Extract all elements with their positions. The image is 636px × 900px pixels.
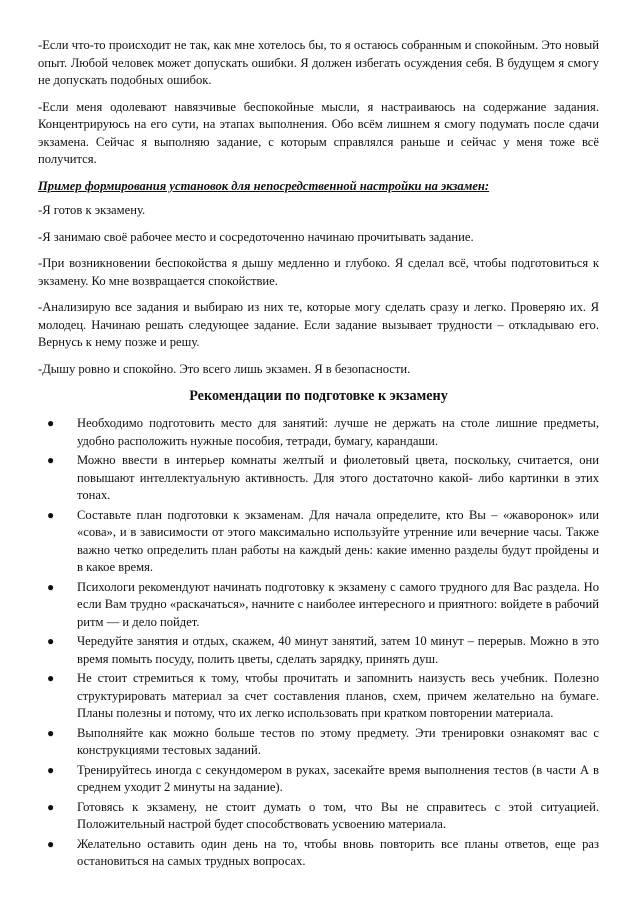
intro-paragraph-1: -Если что-то происходит не так, как мне хотелось бы, то я остаюсь собранным и спокойным. Это новый опыт. Любой человек может допускать ошибки. Я должен избегать осуждения себя. В будущем я смогу не допускать подобных ошибок. — [38, 38, 599, 87]
list-item-text: Составьте план подготовки к экзаменам. Для начала определите, кто Вы – «жаворонок» или «сова», и в зависимости от этого максимально используйте утренние или вечерние часы. Также важно четко определить план работы на каждый день: какие именно разделы будут пройдены и в какое время. — [77, 507, 599, 574]
bullet-icon: ● — [47, 634, 55, 648]
list-item-text: Можно ввести в интерьер комнаты желтый и фиолетовый цвета, поскольку, считается, они повышают интеллектуальную активность. Для этого достаточно какой- либо картинки в этих тонах. — [77, 453, 599, 502]
bullet-icon: ● — [47, 836, 55, 851]
bullet-icon: ● — [47, 671, 55, 685]
bullet-icon: ● — [47, 725, 55, 740]
recommendations-list — [38, 415, 599, 871]
example-line-5: -Дышу ровно и спокойно. Это всего лишь экзамен. Я в безопасности. — [38, 361, 411, 376]
bullet-icon: ● — [47, 507, 55, 522]
example-line-3: -При возникновении беспокойства я дышу медленно и глубоко. Я сделал всё, чтобы подготовиться к экзамену. Ко мне возвращается спокойствие. — [38, 256, 599, 288]
list-item-text: Выполняйте как можно больше тестов по этому предмету. Эти тренировки ознакомят вас с конструкциями тестовых заданий. — [77, 725, 599, 757]
bullet-icon: ● — [47, 416, 55, 430]
list-item — [38, 725, 599, 760]
example-line-2: -Я занимаю своё рабочее место и сосредоточенно начинаю прочитывать задание. — [38, 229, 474, 244]
list-item — [38, 799, 599, 834]
example-line-1: -Я готов к экзамену. — [38, 203, 146, 217]
bullet-icon: ● — [47, 453, 55, 467]
list-item — [38, 452, 599, 505]
list-item — [38, 670, 599, 723]
list-item — [38, 579, 599, 632]
example-heading: Пример формирования установок для непосредственной настройки на экзамен: — [38, 178, 490, 193]
bullet-icon: ● — [47, 799, 55, 814]
list-item — [38, 836, 599, 871]
example-line-4: -Анализирую все задания и выбираю из них те, которые могу сделать сразу и легко. Проверяю их. Я молодец. Начинаю решать следующее задание. Если задание вызывает трудности – откладываю его. Вернусь к нему позже и решу. — [38, 300, 599, 349]
list-item-text: Желательно оставить один день на то, чтобы вновь повторить все планы ответов, еще раз остановиться на самых трудных вопросах. — [77, 836, 599, 868]
list-item — [38, 633, 599, 668]
intro-paragraph-2: -Если меня одолевают навязчивые беспокойные мысли, я настраиваюсь на содержание задания. Концентрируюсь на его сути, на этапах выполнения. Обо всём лишнем я смогу подумать после сдачи экзамена. Сейчас я выполняю задание, с которым справлялся раньше и сейчас у меня тоже всё получится. — [38, 99, 599, 166]
list-item-text: Психологи рекомендуют начинать подготовку к экзамену с самого трудного для Вас раздела. Но если Вам трудно «раскачаться», начните с наиболее интересного и приятного: войдете в рабочий ритм — и дело пойдет. — [77, 579, 599, 629]
list-item — [38, 762, 599, 797]
recommendations-heading: Рекомендации по подготовке к экзамену — [189, 388, 448, 404]
list-item — [38, 415, 599, 450]
bullet-icon: ● — [47, 762, 55, 777]
list-item-text: Необходимо подготовить место для занятий: лучше не держать на столе лишние предметы, удобно расположить нужные пособия, тетради, бумагу, карандаши. — [77, 416, 599, 448]
list-item-text: Тренируйтесь иногда с секундомером в руках, засекайте время выполнения тестов (в части А в среднем уходит 2 минуты на задание). — [77, 762, 599, 794]
bullet-icon: ● — [47, 579, 55, 594]
list-item-text: Готовясь к экзамену, не стоит думать о том, что Вы не справитесь с этой ситуацией. Положительный настрой будет способствовать усвоению материала. — [77, 799, 599, 831]
list-item-text: Не стоит стремиться к тому, чтобы прочитать и запомнить наизусть весь учебник. Полезно структурировать материал за счет составления планов, схем, причем желательно на бумаге. Планы полезны и потому, что их легко использовать при кратком повторении материала. — [77, 671, 599, 720]
list-item — [38, 507, 599, 577]
list-item-text: Чередуйте занятия и отдых, скажем, 40 минут занятий, затем 10 минут – перерыв. Можно в это время помыть посуду, полить цветы, сделать зарядку, принять душ. — [77, 634, 599, 666]
